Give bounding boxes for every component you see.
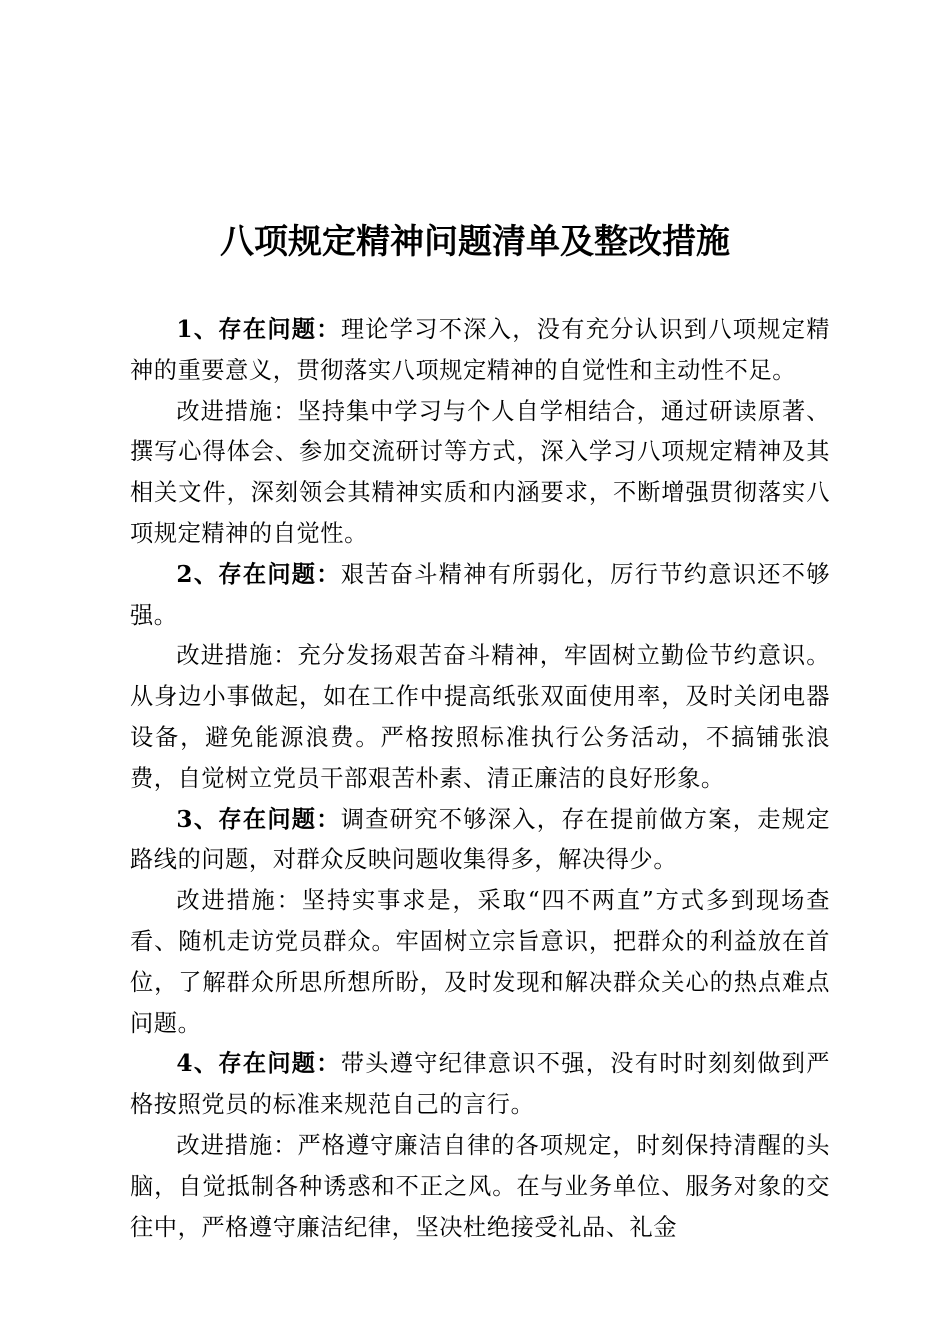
problem-text-4: 带头遵守纪律意识不强，没有时时刻刻做到严格按照党员的标准来规范自己的言行。 <box>130 1050 830 1119</box>
problem-text-3: 调查研究不够深入，存在提前做方案，走规定路线的问题，对群众反映问题收集得多，解决得少。 <box>130 805 830 874</box>
measure-paragraph-3: 改进措施：坚持实事求是，采取“四不两直”方式多到现场查看、随机走访党员群众。牢固树立宗旨意识，把群众的利益放在首位，了解群众所思所想所盼，及时发现和解决群众关心的热点难点问题。 <box>130 887 830 1037</box>
problem-label-2: 2、存在问题： <box>176 560 341 588</box>
document-title: 八项规定精神问题清单及整改措施 <box>220 222 730 262</box>
problem-label-4: 4、存在问题： <box>176 1050 341 1078</box>
problem-label-3: 3、存在问题： <box>176 805 341 833</box>
measure-paragraph-2: 改进措施：充分发扬艰苦奋斗精神，牢固树立勤俭节约意识。从身边小事做起，如在工作中提高纸张双面使用率，及时关闭电器设备，避免能源浪费。严格按照标准执行公务活动，不搞铺张浪费，自觉树立党员干部艰苦朴素、清正廉洁的良好形象。 <box>130 642 830 792</box>
document-body <box>130 310 830 1248</box>
problem-paragraph-1 <box>130 310 830 392</box>
problem-text-1: 理论学习不深入，没有充分认识到八项规定精神的重要意义，贯彻落实八项规定精神的自觉性和主动性不足。 <box>130 316 830 384</box>
problem-text-2: 艰苦奋斗精神有所弱化，厉行节约意识还不够强。 <box>130 560 830 629</box>
problem-paragraph-2 <box>130 555 830 637</box>
measure-paragraph-1: 改进措施：坚持集中学习与个人自学相结合，通过研读原著、撰写心得体会、参加交流研讨等方式，深入学习八项规定精神及其相关文件，深刻领会其精神实质和内涵要求，不断增强贯彻落实八项规定精神的自觉性。 <box>130 397 830 547</box>
measure-paragraph-4: 改进措施：严格遵守廉洁自律的各项规定，时刻保持清醒的头脑，自觉抵制各种诱惑和不正之风。在与业务单位、服务对象的交往中，严格遵守廉洁纪律，坚决杜绝接受礼品、礼金 <box>130 1131 830 1241</box>
problem-label-1: 1、存在问题： <box>176 316 341 343</box>
problem-paragraph-4 <box>130 1044 830 1126</box>
problem-paragraph-3 <box>130 800 830 882</box>
